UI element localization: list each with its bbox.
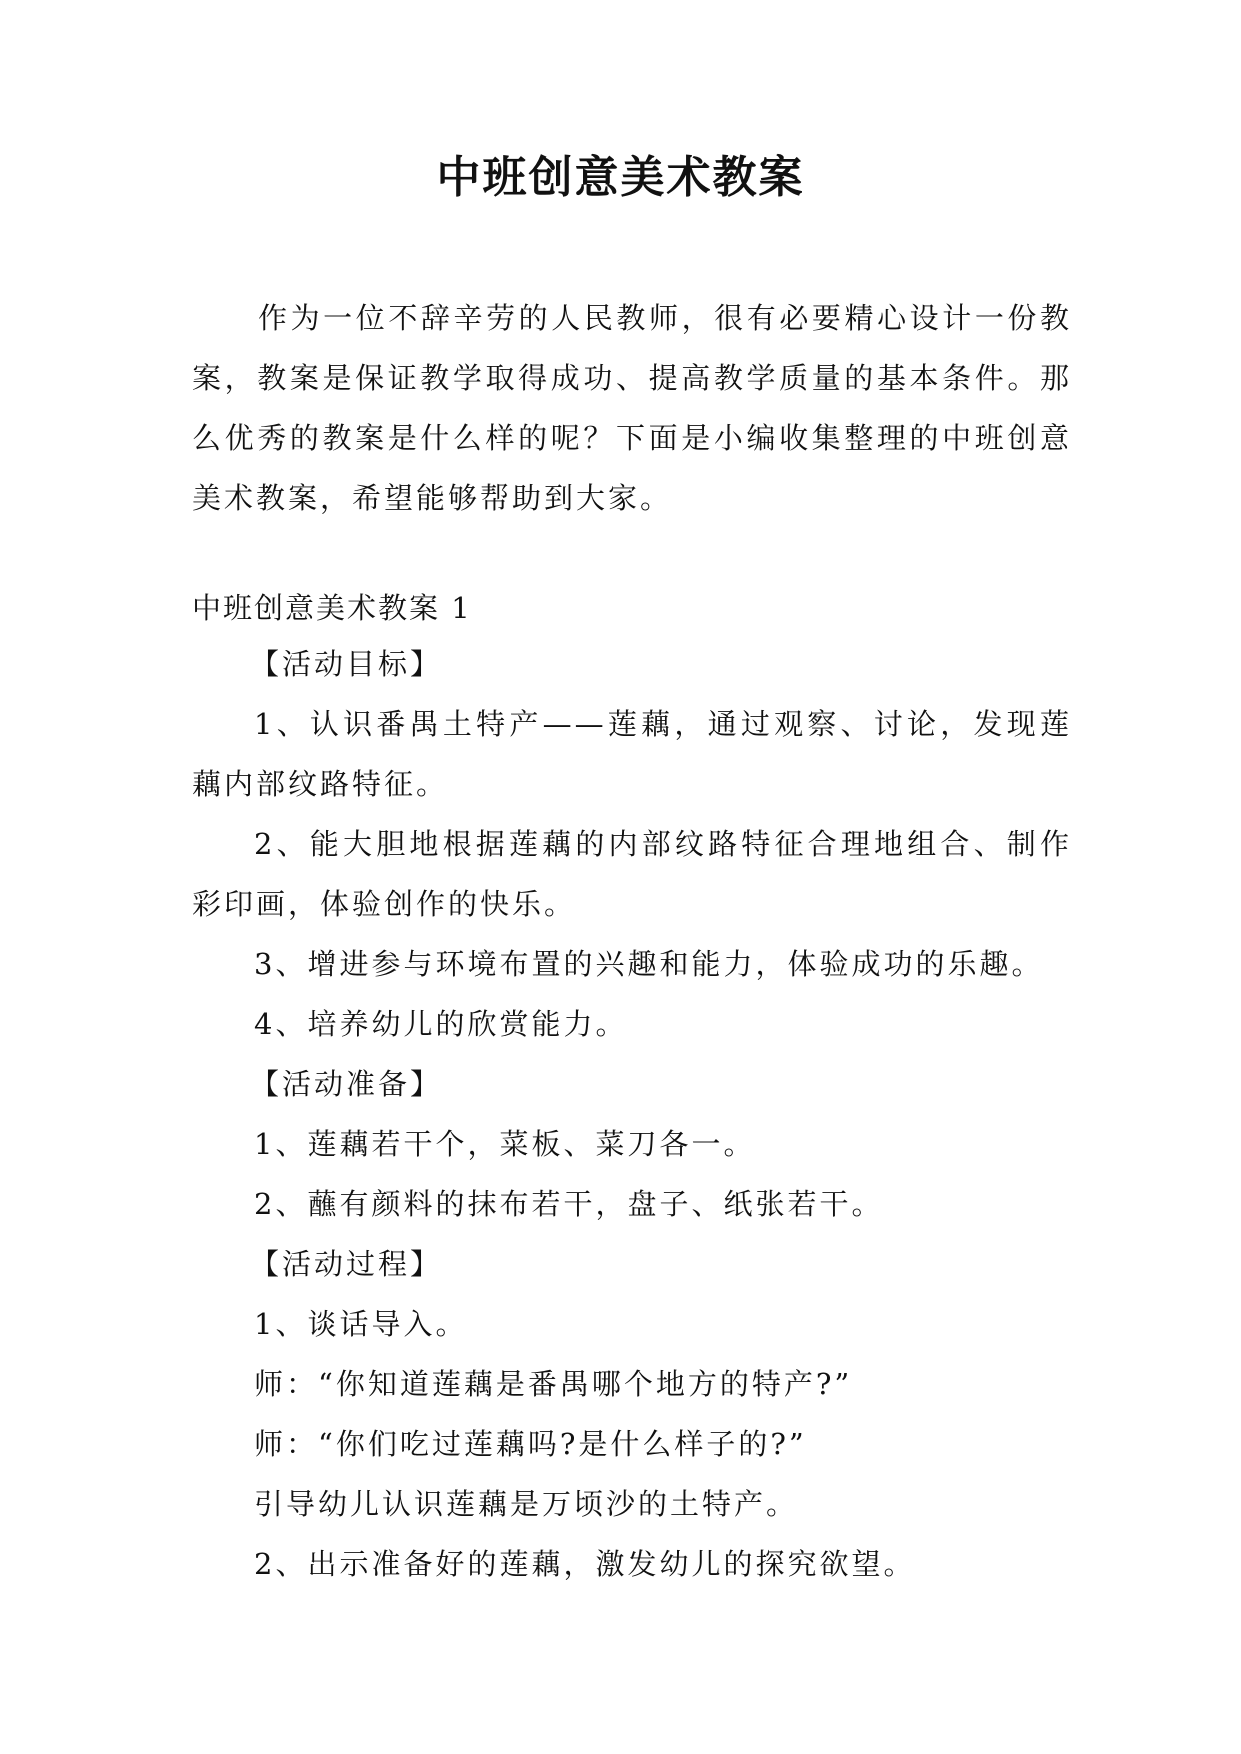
list-item: 4、培养幼儿的欣赏能力。 bbox=[254, 1007, 628, 1041]
list-item: 师：“你知道莲藕是番禺哪个地方的特产?” bbox=[254, 1367, 853, 1401]
list-item: 1、谈话导入。 bbox=[254, 1307, 468, 1341]
section-heading-preparation: 【活动准备】 bbox=[250, 1067, 443, 1101]
intro-paragraph: 作为一位不辞辛劳的人民教师，很有必要精心设计一份教案，教案是保证教学取得成功、提高教学质量的基本条件。那么优秀的教案是什么样的呢？下面是小编收集整理的中班创意美术教案，希望能够帮助到大家。 bbox=[192, 301, 1072, 515]
list-item: 引导幼儿认识莲藕是万顷沙的土特产。 bbox=[254, 1487, 799, 1521]
lesson-body bbox=[192, 634, 1072, 1594]
list-item: 师：“你们吃过莲藕吗?是什么样子的?” bbox=[254, 1427, 807, 1461]
list-item: 2、能大胆地根据莲藕的内部纹路特征合理地组合、制作彩印画，体验创作的快乐。 bbox=[192, 827, 1072, 921]
list-item: 2、蘸有颜料的抹布若干，盘子、纸张若干。 bbox=[254, 1187, 884, 1221]
section-heading-process: 【活动过程】 bbox=[250, 1247, 443, 1281]
list-item: 1、认识番禺土特产——莲藕，通过观察、讨论，发现莲藕内部纹路特征。 bbox=[192, 707, 1072, 801]
list-item: 1、莲藕若干个，菜板、菜刀各一。 bbox=[254, 1127, 756, 1161]
section-title: 中班创意美术教案 1 bbox=[192, 591, 472, 625]
section-heading-goals: 【活动目标】 bbox=[250, 647, 443, 681]
list-item: 2、出示准备好的莲藕，激发幼儿的探究欲望。 bbox=[254, 1547, 916, 1581]
list-item: 3、增进参与环境布置的兴趣和能力，体验成功的乐趣。 bbox=[254, 947, 1044, 981]
document-title: 中班创意美术教案 bbox=[436, 152, 805, 203]
